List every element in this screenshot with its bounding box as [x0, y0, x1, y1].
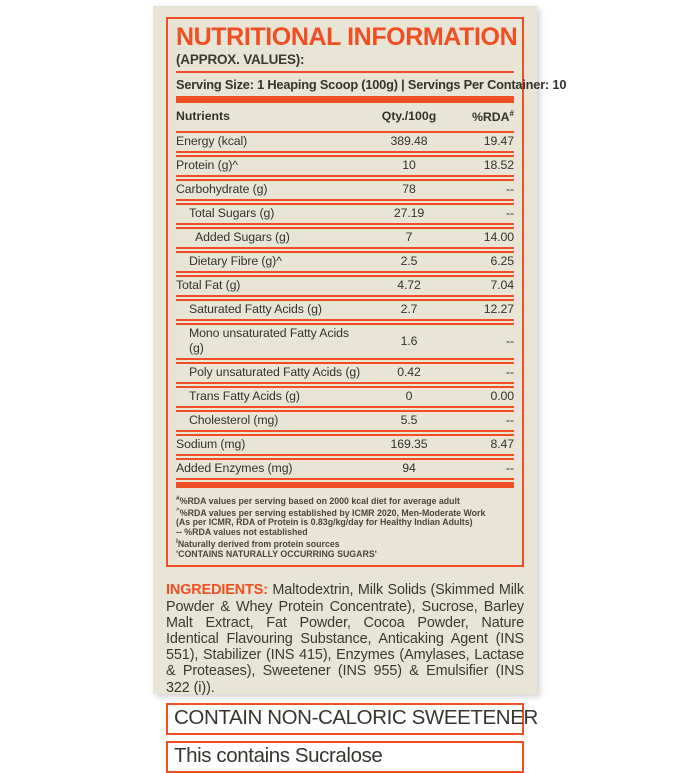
claim-contains-sucralose: This contains Sucralose	[166, 741, 524, 773]
nutrient-name: Total Sugars (g)	[189, 206, 275, 221]
nutrient-rda: --	[506, 461, 514, 476]
nutrient-row	[176, 155, 514, 177]
nutrient-qty: 5.5	[400, 413, 418, 428]
nutrient-qty: 2.7	[400, 302, 418, 317]
nutrient-name: Added Sugars (g)	[195, 230, 290, 245]
nutrient-rda: 14.00	[483, 230, 514, 245]
nutrient-rda: --	[506, 182, 514, 197]
ingredients-heading: INGREDIENTS:	[166, 582, 268, 599]
footnote-line: -- %RDA values not established	[176, 526, 308, 537]
nutrient-name: Energy (kcal)	[176, 134, 248, 149]
nutrient-rda: 6.25	[490, 254, 514, 269]
footnote-line: (As per ICMR, RDA of Protein is 0.83g/kg/day for Healthy Indian Adults)	[176, 517, 473, 528]
nutrient-row	[176, 299, 514, 321]
nutrient-row	[176, 203, 514, 225]
nutrient-rda: 8.47	[490, 437, 514, 452]
header-rda-sup: #	[509, 108, 514, 118]
nutrient-name: Poly unsaturated Fatty Acids (g)	[189, 365, 361, 380]
claim-non-caloric-sweetener: CONTAIN NON-CALORIC SWEETENER	[166, 703, 524, 735]
divider-thick	[176, 96, 514, 103]
footnote-line: $^I$Naturally derived from protein sources	[176, 538, 340, 550]
nutrient-row	[176, 251, 514, 273]
header-qty: Qty./100g	[381, 109, 437, 124]
nutrients-table	[176, 131, 514, 480]
nutrient-qty: 7	[405, 230, 413, 245]
serving-size-line: Serving Size: 1 Heaping Scoop (100g) | Servings Per Container: 10	[176, 76, 567, 92]
table-header-row	[176, 103, 514, 131]
nutrition-title: NUTRITIONAL INFORMATION	[176, 23, 518, 51]
nutrient-name: Added Enzymes (mg)	[176, 461, 293, 476]
nutrient-qty: 94	[402, 461, 416, 476]
nutrient-qty: 27.19	[393, 206, 425, 221]
nutrient-row	[176, 386, 514, 408]
nutrition-label-card	[153, 6, 567, 767]
nutrient-rda: 12.27	[483, 302, 514, 317]
nutrient-row	[176, 131, 514, 153]
nutrient-name: Mono unsaturated Fatty Acids (g)	[189, 326, 349, 356]
nutrient-row	[176, 227, 514, 249]
nutrient-rda: 19.47	[483, 134, 514, 149]
nutrient-row	[176, 179, 514, 201]
nutrient-name: Carbohydrate (g)	[176, 182, 268, 197]
header-rda	[454, 109, 514, 124]
nutrient-name: Total Fat (g)	[176, 278, 241, 293]
nutrient-name: Protein (g)^	[176, 158, 238, 173]
footnotes-block	[176, 494, 514, 560]
nutrient-qty: 169.35	[390, 437, 428, 452]
nutrient-row	[176, 410, 514, 432]
header-rda-text: %RDA	[471, 109, 510, 124]
footnote-line: ^%RDA values per serving established by ICMR 2020, Men-Moderate Work	[176, 507, 486, 518]
nutrient-rda: --	[506, 206, 514, 221]
nutrient-qty: 4.72	[397, 278, 421, 293]
nutrient-rda: 18.52	[483, 158, 514, 173]
nutrient-qty: 389.48	[390, 134, 428, 149]
divider-table-bottom	[176, 482, 514, 488]
nutrient-qty: 0	[405, 389, 413, 404]
nutrient-name: Cholesterol (mg)	[189, 413, 279, 428]
nutrient-name: Saturated Fatty Acids (g)	[189, 302, 322, 317]
nutrition-info-box	[166, 17, 567, 567]
nutrient-row	[176, 323, 514, 360]
nutrient-name: Dietary Fibre (g)^	[189, 254, 282, 269]
nutrient-row	[176, 362, 514, 384]
nutrient-rda: 0.00	[490, 389, 514, 404]
nutrient-rda: --	[506, 365, 514, 380]
nutrient-rda: --	[506, 413, 514, 428]
footnote-line: #%RDA values per serving based on 2000 kcal diet for average adult	[176, 494, 460, 506]
approx-values-subtitle: (APPROX. VALUES):	[176, 51, 305, 67]
nutrient-name: Trans Fatty Acids (g)	[189, 389, 300, 404]
ingredients-paragraph	[166, 582, 524, 695]
nutrient-row	[176, 458, 514, 480]
footnote-line: 'CONTAINS NATURALLY OCCURRING SUGARS'	[176, 548, 377, 559]
nutrient-qty: 78	[402, 182, 416, 197]
nutrient-qty: 10	[402, 158, 416, 173]
header-nutrients: Nutrients	[176, 109, 230, 124]
nutrient-row	[176, 275, 514, 297]
nutrient-rda: 7.04	[490, 278, 514, 293]
nutrient-row	[176, 434, 514, 456]
nutrient-qty: 0.42	[397, 365, 421, 380]
nutrient-qty: 1.6	[400, 333, 418, 348]
nutrient-qty: 2.5	[400, 254, 418, 269]
ingredients-text: Maltodextrin, Milk Solids (Skimmed Milk Powder & Whey Protein Concentrate), Sucrose, Barley Malt Extract, Fat Powder, Cocoa Powder, Nature Identical Flavouring Substance, Anticaking Agent (INS 551), Stabilizer (INS 415), Enzymes (Amylases, Lactase & Proteases), Sweetener (INS 955) & Emulsifier (INS 322 (i)).	[166, 582, 525, 696]
nutrient-rda: --	[506, 333, 514, 348]
nutrient-name: Sodium (mg)	[176, 437, 246, 452]
